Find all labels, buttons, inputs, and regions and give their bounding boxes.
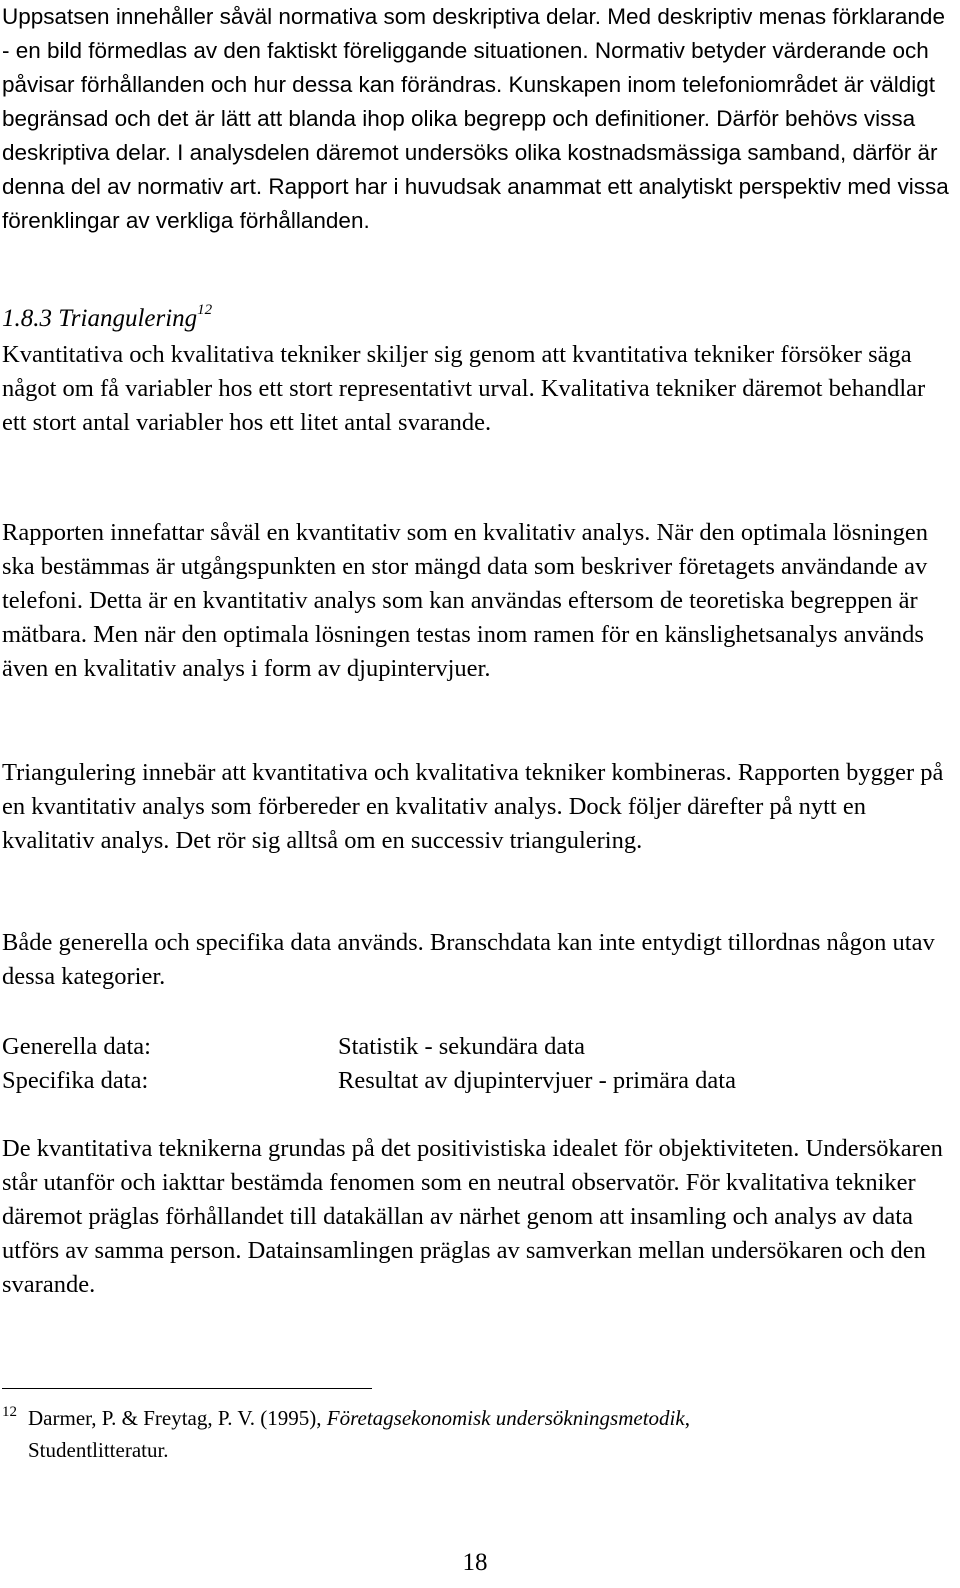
data-type-label: Specifika data: (2, 1067, 149, 1094)
paragraph-analysis: Rapporten innefattar såväl en kvantitativ som en kvalitativ analys. När den optimala lösningen ska bestämmas är utgångspunkten en stor mängd data som beskriver företagets användande av telefoni. Detta är en kvantitativ analys som kan användas eftersom de teoretiska begreppen är mätbara. Men när den optimala lösningen testas inom ramen för en känslighetsanalys används även en kvalitativ analys i form av djupintervjuer. (2, 519, 928, 682)
paragraph-techniques: Kvantitativa och kvalitativa tekniker skiljer sig genom att kvantitativa tekniker försöker säga något om få variabler hos ett stort representativt urval. Kvalitativa tekniker däremot behandlar ett stort antal variabler hos ett litet antal svarande. (2, 341, 926, 436)
page-number-text: 18 (462, 1549, 488, 1576)
section-heading (2, 302, 212, 336)
paragraph-data-usage: Både generella och specifika data används. Branschdata kan inte entydigt tillordnas någon utav dessa kategorier. (2, 929, 935, 990)
footnote-number: 12 (2, 1404, 17, 1420)
footnote (2, 1402, 932, 1466)
data-type-label: Generella data: (2, 1033, 151, 1060)
footnote-authors: Darmer, P. & Freytag, P. V. (1995), (28, 1406, 322, 1430)
footnote-punctuation: , (684, 1406, 690, 1430)
footnote-publisher: Studentlitteratur. (28, 1438, 169, 1462)
footnote-reference: 12 (197, 302, 213, 318)
data-type-value: Statistik - sekundära data (338, 1033, 585, 1060)
intro-paragraph: Uppsatsen innehåller såväl normativa som deskriptiva delar. Med deskriptiv menas förklarande - en bild förmedlas av den faktiskt föreliggande situationen. Normativ betyder värderande och påvisar förhållanden och hur dessa kan förändras. Kunskapen inom telefoniområdet är väldigt begränsad och det är lätt att blanda ihop olika begrepp och definitioner. Därför behövs vissa deskriptiva delar. I analysdelen däremot undersöks olika kostnadsmässiga samband, därför är denna del av normativ art. Rapport har i huvudsak anammat ett analytiskt perspektiv med vissa förenklingar av verkliga förhållanden. (2, 4, 949, 233)
closing-paragraph: De kvantitativa teknikerna grundas på det positivistiska idealet för objektiviteten. Undersökaren står utanför och iakttar bestämda fenomen som en neutral observatör. För kvalitativa tekniker däremot präglas förhållandet till datakällan av närhet genom att insamling och analys av data utförs av samma person. Datainsamlingen präglas av samverkan mellan undersökaren och den svarande. (2, 1135, 943, 1298)
footnote-separator (2, 1388, 372, 1389)
page-number (0, 1548, 946, 1578)
footnote-title: Företagsekonomisk undersökningsmetodik (326, 1406, 685, 1430)
paragraph-triangulation: Triangulering innebär att kvantitativa och kvalitativa tekniker kombineras. Rapporten bygger på en kvantitativ analys som förbereder en kvalitativ analys. Dock följer därefter på nytt en kvalitativ analys. Det rör sig alltså om en successiv triangulering. (2, 759, 944, 854)
section-heading-title: 1.8.3 Triangulering (2, 305, 198, 332)
footnote-text (2, 1402, 932, 1466)
data-type-value: Resultat av djupintervjuer - primära data (338, 1067, 736, 1094)
